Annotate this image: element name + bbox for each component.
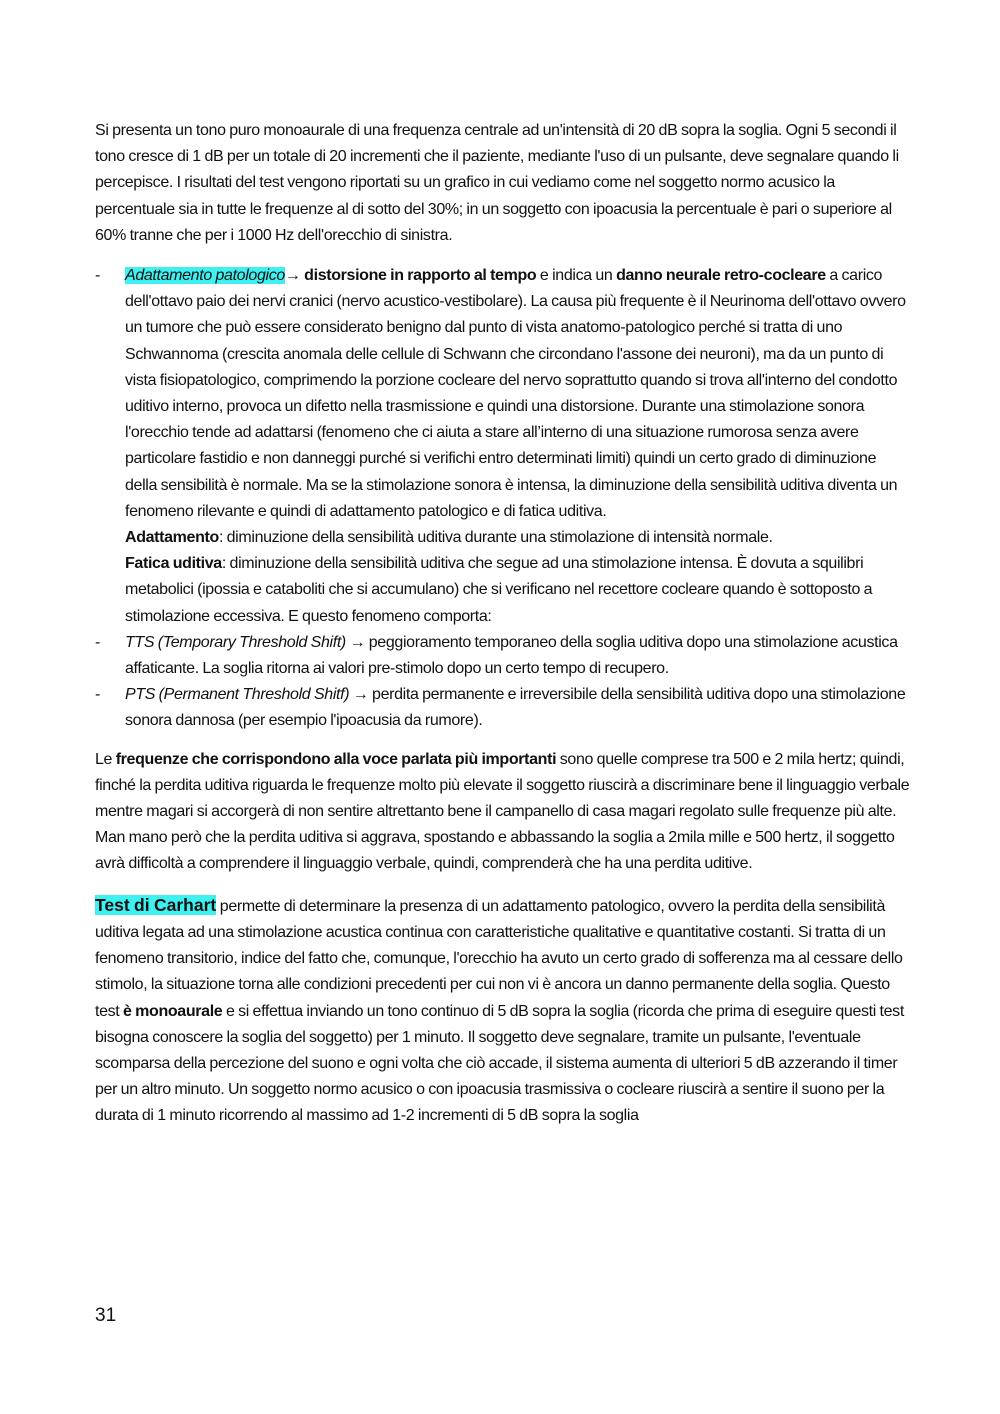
frequenze-text: sono quelle comprese tra 500 e 2 mila hertz; quindi, finché la perdita uditiva riguarda le frequenze molto più elevate il soggetto riuscirà a discriminare bene il linguaggio verbale mentre magari si accorgerà di non sentire altrettanto bene il campanello di casa magari regolato sulle frequenze più alte. Man mano però che la perdita uditiva si aggrava, spostando e abbassando la soglia a 2mila mille e 500 hertz, il soggetto avrà difficoltà a comprendere il linguaggio verbale, quindi, comprenderà che ha una perdita uditive. xyxy=(95,750,910,873)
arrow: → xyxy=(284,267,305,285)
adattamento-paragraph xyxy=(125,267,906,520)
carhart-text-1: permette di determinare la presenza di un adattamento patologico, ovvero la perdita della sensibilità uditiva legata ad una stimolazione acustica continua con caratteristiche qualitative e quantitative costanti. Si tratta di un fenomeno transitorio, indice del fatto che, comunque, l'orecchio ha avuto un certo grado di sofferenza ma al cessare dello stimolo, la situazione torna alle condizioni precedenti per cui non vi è ancora un danno permanente della soglia. Questo test xyxy=(95,897,903,1020)
definition-fatica-uditiva xyxy=(125,551,910,630)
tts-text: → peggioramento temporaneo della soglia uditiva dopo una stimolazione acustica affaticante. La soglia ritorna ai valori pre-stimolo dopo un certo tempo di recupero. xyxy=(125,633,898,678)
bold-distorsione: distorsione in rapporto al tempo xyxy=(304,267,537,285)
frequenze-paragraph xyxy=(95,747,910,878)
definition-text: : diminuzione della sensibilità uditiva che segue ad una stimolazione intensa. È dovuta a squilibri metabolici (ipossia e cataboliti che si accumulano) che si verificano nel recettore cocleare quando è sottoposto a stimolazione eccessiva. E questo fenomeno comporta: xyxy=(125,555,873,625)
bullet-list xyxy=(95,263,910,735)
tts-term: TTS (Temporary Threshold Shift) xyxy=(125,633,346,651)
list-item-pts xyxy=(95,682,910,734)
pts-text: → perdita permanente e irreversibile della sensibilità uditiva dopo una stimolazione sonora dannosa (per esempio l'ipoacusia da rumore). xyxy=(125,686,906,730)
adattamento-body: a carico dell'ottavo paio dei nervi cranici (nervo acustico-vestibolare). La causa più frequente è il Neurinoma dell'ottavo ovvero un tumore che può essere considerato benigno dal punto di vista anatomo-patologico perché si tratta di uno Schwannoma (crescita anomala delle cellule di Schwann che circondano l'assone dei neuroni), ma da un punto di vista fisiopatologico, comprimendo la porzione cocleare del nervo soprattutto quando si trova all'interno del condotto uditivo interno, provoca un difetto nella trasmissione e quindi una distorsione. Durante una stimolazione sonora l'orecchio tende ad adattarsi (fenomeno che ci aiuta a stare all’interno di una situazione rumorosa senza avere particolare fastidio e non danneggi purché si verifichi entro determinati limiti) quindi un certo grado di diminuzione della sensibilità è normale. Ma se la stimolazione sonora è intensa, la diminuzione della sensibilità uditiva diventa un fenomeno rilevante e quindi di adattamento patologico e di fatica uditiva. xyxy=(125,267,906,520)
page-content xyxy=(95,118,910,1130)
page-number: 31 xyxy=(95,1305,117,1326)
pts-term: PTS (Permanent Threshold Shitf) xyxy=(125,686,350,704)
definition-term: Adattamento xyxy=(125,529,219,547)
bold-danno-neurale: danno neurale retro-cocleare xyxy=(616,267,826,285)
list-item-tts xyxy=(95,630,910,682)
carhart-text-2: e si effettua inviando un tono continuo di 5 dB sopra la soglia (ricorda che prima di eseguire questi test bisogna conoscere la soglia del soggetto) per 1 minuto. Il soggetto deve segnalare, tramite un pulsante, l'eventuale scomparsa della percezione del suono e ogni volta che ciò accade, il sistema aumenta di ulteriori 5 dB azzerando il timer per un altro minuto. Un soggetto normo acusico o con ipoacusia trasmissiva o cocleare riuscirà a sentire il suono per la durata di 1 minuto ricorrendo al massimo ad 1-2 incrementi di 5 dB sopra la soglia xyxy=(95,1002,904,1125)
section-title-carhart: Test di Carhart xyxy=(95,894,217,915)
definition-adattamento xyxy=(125,525,910,551)
bullet-dash: - xyxy=(95,267,100,285)
list-item-adattamento xyxy=(95,263,910,630)
bold-monoaurale: è monoaurale xyxy=(123,1002,223,1020)
highlighted-term-adattamento: Adattamento patologico xyxy=(125,267,285,285)
definition-text: : diminuzione della sensibilità uditiva durante una stimolazione di intensità normale. xyxy=(218,529,773,547)
bullet-dash: - xyxy=(95,633,100,651)
intro-paragraph: Si presenta un tono puro monoaurale di una frequenza centrale ad un'intensità di 20 dB sopra la soglia. Ogni 5 secondi il tono cresce di 1 dB per un totale di 20 incrementi che il paziente, mediante l'uso di un pulsante, deve segnalare quando li percepisce. I risultati del test vengono riportati su un grafico in cui vediamo come nel soggetto normo acusico la percentuale sia in tutte le frequenze al di sotto del 30%; in un soggetto con ipoacusia la percentuale è pari o superiore al 60% tranne che per i 1000 Hz dell'orecchio di sinistra. xyxy=(95,122,899,244)
text-run: Le xyxy=(95,750,116,768)
text-run: e indica un xyxy=(536,267,617,285)
carhart-paragraph xyxy=(95,892,910,1130)
bullet-dash: - xyxy=(95,686,100,704)
definition-term: Fatica uditiva xyxy=(125,555,222,573)
bold-frequenze: frequenze che corrispondono alla voce parlata più importanti xyxy=(115,750,557,768)
